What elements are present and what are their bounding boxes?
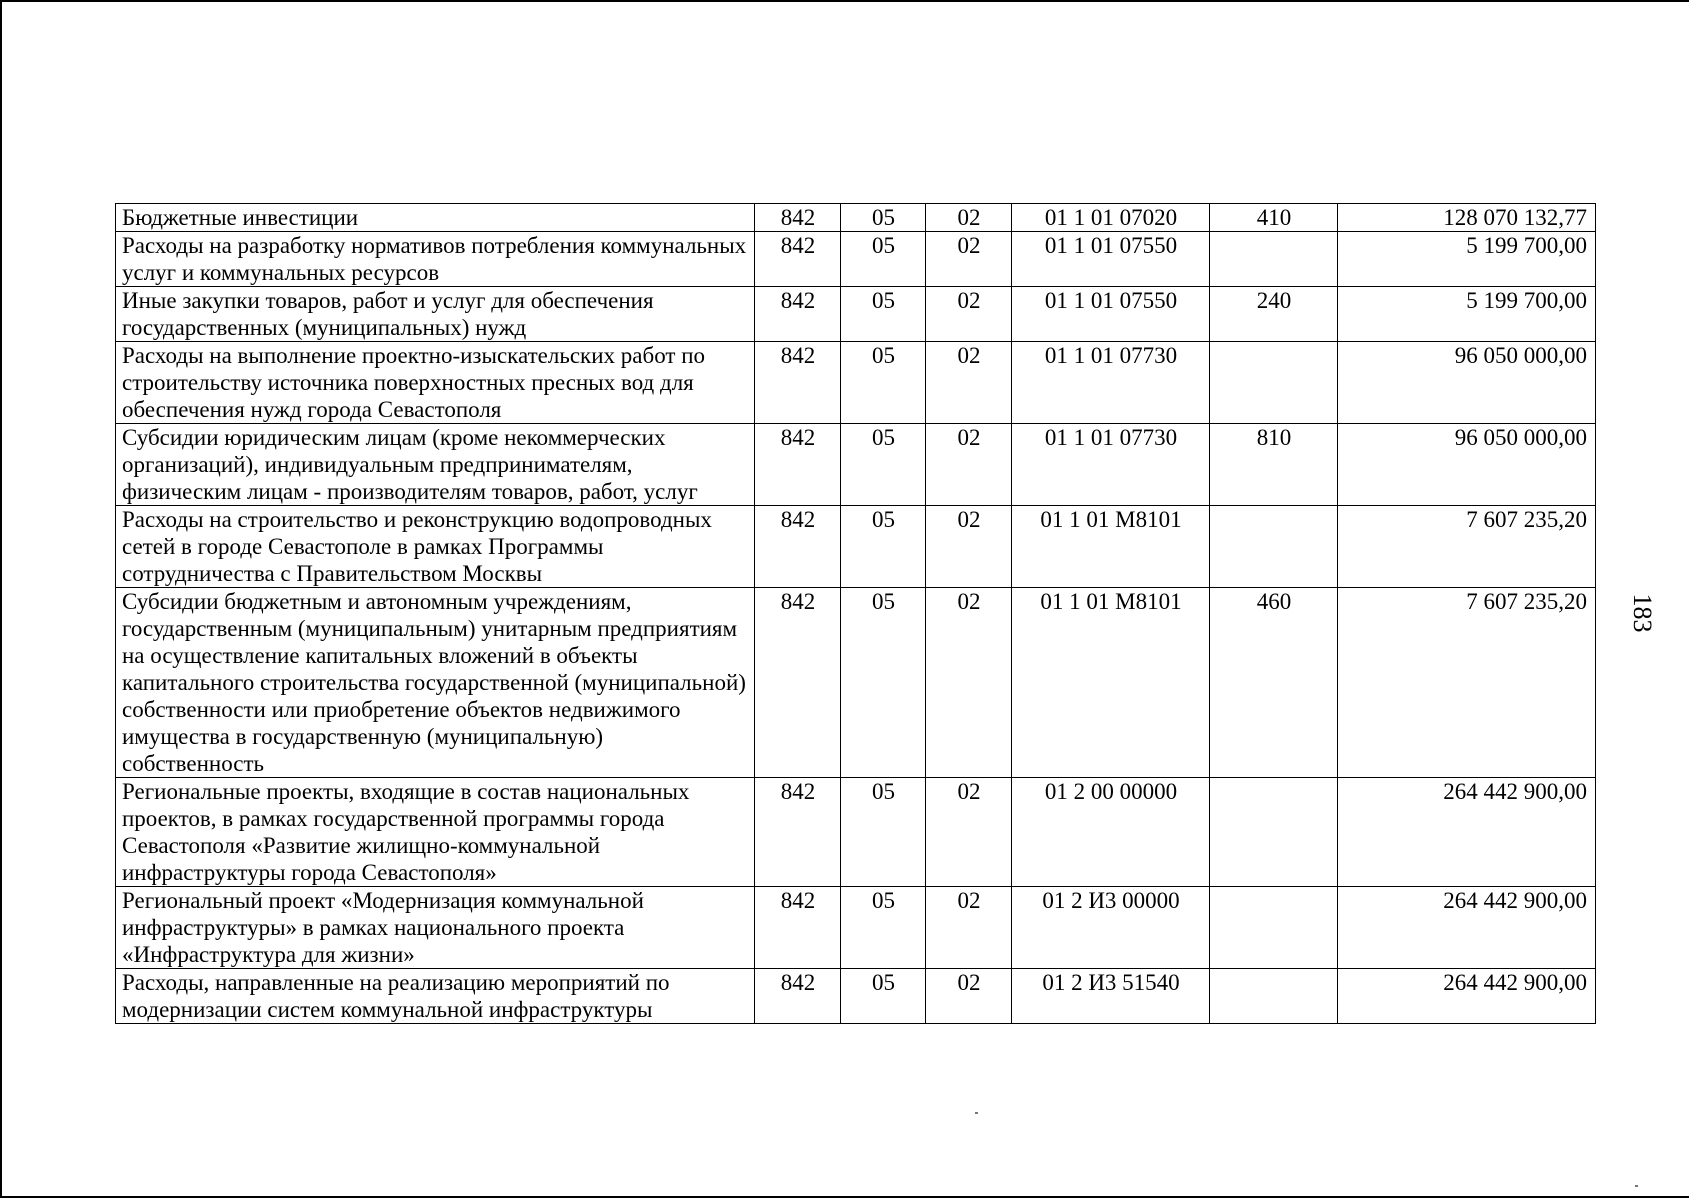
table-row — [116, 287, 1596, 342]
expense-name-cell: Расходы на выполнение проектно-изыскательских работ по строительству источника поверхностных пресных вод для обеспечения нужд города Севастополя — [116, 342, 755, 424]
table-row — [116, 424, 1596, 506]
section-code-cell: 05 — [841, 204, 926, 232]
budget-table — [115, 203, 1596, 1024]
subsection-code-cell: 02 — [926, 204, 1012, 232]
subsection-code-cell: 02 — [926, 287, 1012, 342]
expense-type-code-cell — [1210, 969, 1338, 1024]
subsection-code-cell: 02 — [926, 424, 1012, 506]
amount-cell: 264 442 900,00 — [1338, 887, 1596, 969]
section-code-cell: 05 — [841, 287, 926, 342]
table-row — [116, 778, 1596, 887]
department-code-cell: 842 — [755, 204, 841, 232]
target-item-code-cell: 01 1 01 07550 — [1012, 232, 1210, 287]
amount-cell: 5 199 700,00 — [1338, 287, 1596, 342]
target-item-code-cell: 01 1 01 M8101 — [1012, 506, 1210, 588]
section-code-cell: 05 — [841, 778, 926, 887]
expense-type-code-cell: 810 — [1210, 424, 1338, 506]
expense-type-code-cell — [1210, 232, 1338, 287]
amount-cell: 264 442 900,00 — [1338, 969, 1596, 1024]
target-item-code-cell: 01 1 01 07550 — [1012, 287, 1210, 342]
department-code-cell: 842 — [755, 287, 841, 342]
amount-cell: 7 607 235,20 — [1338, 506, 1596, 588]
expense-type-code-cell — [1210, 506, 1338, 588]
table-row — [116, 887, 1596, 969]
expense-type-code-cell — [1210, 778, 1338, 887]
subsection-code-cell: 02 — [926, 232, 1012, 287]
section-code-cell: 05 — [841, 887, 926, 969]
target-item-code-cell: 01 1 01 07730 — [1012, 342, 1210, 424]
amount-cell: 96 050 000,00 — [1338, 342, 1596, 424]
target-item-code-cell: 01 1 01 M8101 — [1012, 588, 1210, 778]
department-code-cell: 842 — [755, 969, 841, 1024]
expense-type-code-cell: 410 — [1210, 204, 1338, 232]
department-code-cell: 842 — [755, 588, 841, 778]
expense-name-cell: Бюджетные инвестиции — [116, 204, 755, 232]
section-code-cell: 05 — [841, 588, 926, 778]
subsection-code-cell: 02 — [926, 887, 1012, 969]
table-row — [116, 506, 1596, 588]
expense-name-cell: Субсидии юридическим лицам (кроме некоммерческих организаций), индивидуальным предпринимателям, физическим лицам - производителям товаров, работ, услуг — [116, 424, 755, 506]
table-row — [116, 588, 1596, 778]
subsection-code-cell: 02 — [926, 588, 1012, 778]
amount-cell: 7 607 235,20 — [1338, 588, 1596, 778]
table-row — [116, 232, 1596, 287]
section-code-cell: 05 — [841, 342, 926, 424]
scan-speck — [975, 1112, 978, 1114]
subsection-code-cell: 02 — [926, 778, 1012, 887]
page-number: 183 — [1628, 593, 1657, 633]
table-row — [116, 342, 1596, 424]
department-code-cell: 842 — [755, 887, 841, 969]
expense-name-cell: Расходы на разработку нормативов потребления коммунальных услуг и коммунальных ресурсов — [116, 232, 755, 287]
expense-name-cell: Расходы на строительство и реконструкцию водопроводных сетей в городе Севастополе в рамках Программы сотрудничества с Правительством Москвы — [116, 506, 755, 588]
department-code-cell: 842 — [755, 342, 841, 424]
expense-name-cell: Субсидии бюджетным и автономным учреждениям, государственным (муниципальным) унитарным предприятиям на осуществление капитальных вложений в объекты капитального строительства государственной (муниципальной) собственности или приобретение объектов недвижимого имущества в государственную (муниципальную) собственность — [116, 588, 755, 778]
subsection-code-cell: 02 — [926, 506, 1012, 588]
department-code-cell: 842 — [755, 424, 841, 506]
target-item-code-cell: 01 1 01 07730 — [1012, 424, 1210, 506]
section-code-cell: 05 — [841, 969, 926, 1024]
expense-type-code-cell: 240 — [1210, 287, 1338, 342]
target-item-code-cell: 01 2 00 00000 — [1012, 778, 1210, 887]
target-item-code-cell: 01 1 01 07020 — [1012, 204, 1210, 232]
expense-name-cell: Расходы, направленные на реализацию мероприятий по модернизации систем коммунальной инфраструктуры — [116, 969, 755, 1024]
expense-name-cell: Региональный проект «Модернизация коммунальной инфраструктуры» в рамках национального проекта «Инфраструктура для жизни» — [116, 887, 755, 969]
section-code-cell: 05 — [841, 232, 926, 287]
department-code-cell: 842 — [755, 506, 841, 588]
expense-name-cell: Иные закупки товаров, работ и услуг для обеспечения государственных (муниципальных) нужд — [116, 287, 755, 342]
section-code-cell: 05 — [841, 506, 926, 588]
expense-type-code-cell: 460 — [1210, 588, 1338, 778]
table-row — [116, 204, 1596, 232]
amount-cell: 5 199 700,00 — [1338, 232, 1596, 287]
table-row — [116, 969, 1596, 1024]
scan-speck — [1635, 1185, 1638, 1187]
expense-type-code-cell — [1210, 342, 1338, 424]
expense-type-code-cell — [1210, 887, 1338, 969]
expense-name-cell: Региональные проекты, входящие в состав национальных проектов, в рамках государственной программы города Севастополя «Развитие жилищно-коммунальной инфраструктуры города Севастополя» — [116, 778, 755, 887]
subsection-code-cell: 02 — [926, 342, 1012, 424]
amount-cell: 128 070 132,77 — [1338, 204, 1596, 232]
department-code-cell: 842 — [755, 778, 841, 887]
section-code-cell: 05 — [841, 424, 926, 506]
target-item-code-cell: 01 2 И3 51540 — [1012, 969, 1210, 1024]
subsection-code-cell: 02 — [926, 969, 1012, 1024]
department-code-cell: 842 — [755, 232, 841, 287]
table-body — [116, 204, 1596, 1024]
amount-cell: 96 050 000,00 — [1338, 424, 1596, 506]
amount-cell: 264 442 900,00 — [1338, 778, 1596, 887]
target-item-code-cell: 01 2 И3 00000 — [1012, 887, 1210, 969]
